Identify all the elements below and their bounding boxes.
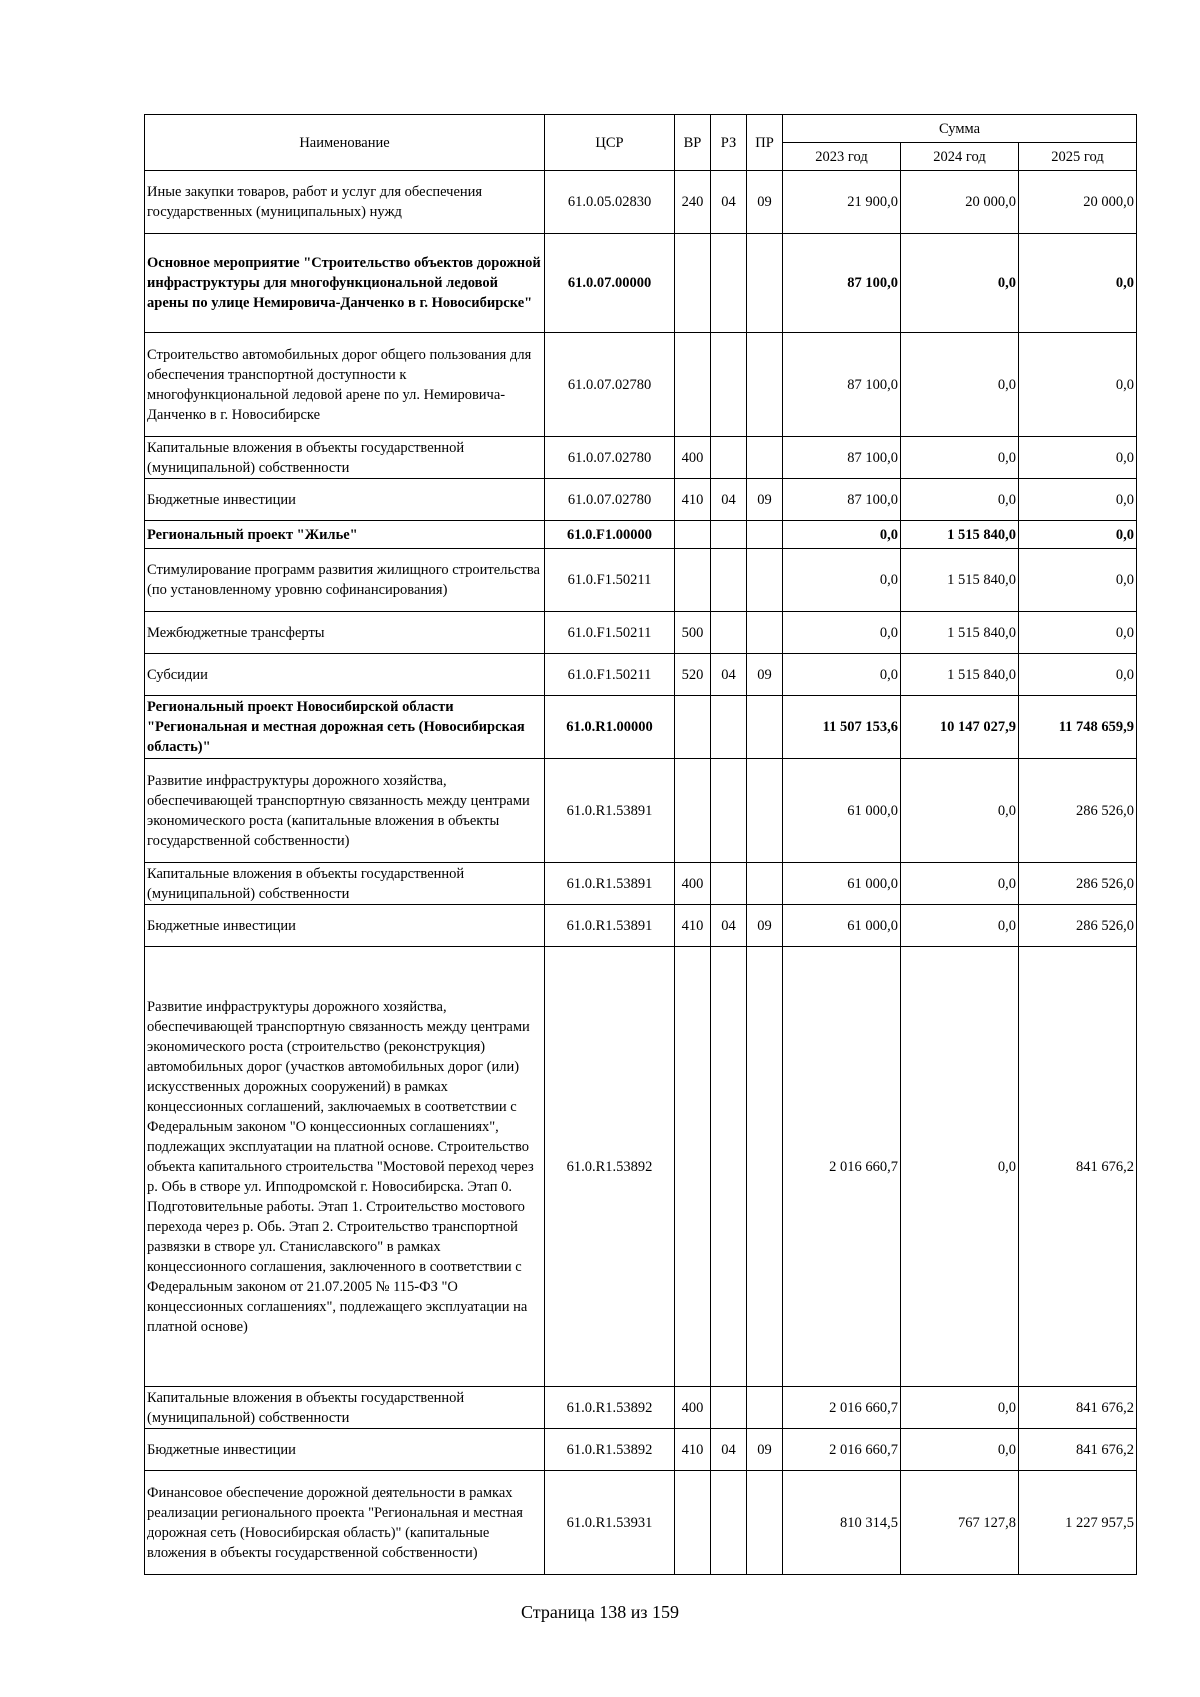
row-2025: 0,0 xyxy=(1019,654,1137,696)
row-vr xyxy=(675,234,711,333)
table-row xyxy=(145,1387,1137,1429)
row-2025: 11 748 659,9 xyxy=(1019,696,1137,759)
table-row xyxy=(145,612,1137,654)
row-name: Развитие инфраструктуры дорожного хозяйства, обеспечивающей транспортную связанность между центрами экономического роста (капитальные вложения в объекты государственной собственности) xyxy=(145,759,545,863)
row-name: Строительство автомобильных дорог общего пользования для обеспечения транспортной доступности к многофункциональной ледовой арене по ул. Немировича-Данченко в г. Новосибирске xyxy=(145,333,545,437)
page-number: Страница 138 из 159 xyxy=(521,1602,679,1622)
row-2023: 61 000,0 xyxy=(783,759,901,863)
row-rz: 04 xyxy=(711,171,747,234)
table-row xyxy=(145,549,1137,612)
header-pr: ПР xyxy=(747,115,783,171)
table-row xyxy=(145,696,1137,759)
row-2025: 841 676,2 xyxy=(1019,1387,1137,1429)
budget-table xyxy=(144,114,1137,1575)
row-2024: 0,0 xyxy=(901,1387,1019,1429)
row-csr: 61.0.07.02780 xyxy=(545,479,675,521)
row-csr: 61.0.R1.53892 xyxy=(545,947,675,1387)
row-2023: 87 100,0 xyxy=(783,479,901,521)
row-vr: 400 xyxy=(675,437,711,479)
row-2024: 1 515 840,0 xyxy=(901,612,1019,654)
table-row xyxy=(145,171,1137,234)
row-rz xyxy=(711,696,747,759)
row-2025: 0,0 xyxy=(1019,521,1137,549)
row-vr xyxy=(675,333,711,437)
row-name: Основное мероприятие "Строительство объектов дорожной инфраструктуры для многофункциональной ледовой арены по улице Немировича-Данченко в г. Новосибирске" xyxy=(145,234,545,333)
row-vr: 240 xyxy=(675,171,711,234)
row-rz: 04 xyxy=(711,1429,747,1471)
row-pr: 09 xyxy=(747,1429,783,1471)
row-2025: 0,0 xyxy=(1019,234,1137,333)
row-2025: 1 227 957,5 xyxy=(1019,1471,1137,1575)
row-pr: 09 xyxy=(747,654,783,696)
header-2025: 2025 год xyxy=(1019,143,1137,171)
row-2023: 87 100,0 xyxy=(783,234,901,333)
row-name: Капитальные вложения в объекты государственной (муниципальной) собственности xyxy=(145,863,545,905)
row-pr xyxy=(747,549,783,612)
row-vr xyxy=(675,1471,711,1575)
table-row xyxy=(145,654,1137,696)
row-vr: 400 xyxy=(675,1387,711,1429)
row-2024: 0,0 xyxy=(901,437,1019,479)
row-name: Финансовое обеспечение дорожной деятельности в рамках реализации регионального проекта "Региональная и местная дорожная сеть (Новосибирская область)" (капитальные вложения в объекты государственной собственности) xyxy=(145,1471,545,1575)
row-2024: 0,0 xyxy=(901,1429,1019,1471)
row-name: Развитие инфраструктуры дорожного хозяйства, обеспечивающей транспортную связанность между центрами экономического роста (строительство (реконструкция) автомобильных дорог (участков автомобильных дорог (или) искусственных дорожных сооружений) в рамках концессионных соглашений, заключаемых в соответствии с Федеральным законом "О концессионных соглашениях", подлежащих эксплуатации на платной основе. Строительство объекта капитального строительства "Мостовой переход через р. Обь в створе ул. Ипподромской г. Новосибирска. Этап 0. Подготовительные работы. Этап 1. Строительство мостового перехода через р. Обь. Этап 2. Строительство транспортной развязки в створе ул. Станиславского" в рамках концессионного соглашения, заключенного в соответствии с Федеральным законом от 21.07.2005 № 115-ФЗ "О концессионных соглашениях", подлежащего эксплуатации на платной основе) xyxy=(145,947,545,1387)
row-rz xyxy=(711,1387,747,1429)
row-2025: 0,0 xyxy=(1019,612,1137,654)
row-pr: 09 xyxy=(747,171,783,234)
row-name: Субсидии xyxy=(145,654,545,696)
row-rz: 04 xyxy=(711,479,747,521)
row-rz xyxy=(711,863,747,905)
row-2025: 841 676,2 xyxy=(1019,947,1137,1387)
table-row xyxy=(145,437,1137,479)
row-rz: 04 xyxy=(711,654,747,696)
row-vr: 520 xyxy=(675,654,711,696)
table-row xyxy=(145,759,1137,863)
row-2023: 810 314,5 xyxy=(783,1471,901,1575)
row-vr: 500 xyxy=(675,612,711,654)
row-2023: 87 100,0 xyxy=(783,437,901,479)
row-name: Бюджетные инвестиции xyxy=(145,905,545,947)
table-row xyxy=(145,333,1137,437)
table-row xyxy=(145,947,1137,1387)
table-row xyxy=(145,479,1137,521)
row-pr xyxy=(747,234,783,333)
row-csr: 61.0.R1.53891 xyxy=(545,863,675,905)
row-2024: 0,0 xyxy=(901,905,1019,947)
row-pr xyxy=(747,863,783,905)
row-name: Иные закупки товаров, работ и услуг для обеспечения государственных (муниципальных) нужд xyxy=(145,171,545,234)
row-csr: 61.0.R1.53891 xyxy=(545,759,675,863)
row-2025: 286 526,0 xyxy=(1019,863,1137,905)
row-name: Межбюджетные трансферты xyxy=(145,612,545,654)
row-2023: 61 000,0 xyxy=(783,905,901,947)
row-name: Региональный проект "Жилье" xyxy=(145,521,545,549)
row-csr: 61.0.R1.53892 xyxy=(545,1429,675,1471)
row-pr: 09 xyxy=(747,479,783,521)
row-rz xyxy=(711,759,747,863)
row-2023: 0,0 xyxy=(783,521,901,549)
row-2025: 20 000,0 xyxy=(1019,171,1137,234)
row-2025: 286 526,0 xyxy=(1019,759,1137,863)
row-2024: 0,0 xyxy=(901,479,1019,521)
row-name: Стимулирование программ развития жилищного строительства (по установленному уровню софинансирования) xyxy=(145,549,545,612)
row-2024: 1 515 840,0 xyxy=(901,549,1019,612)
row-rz xyxy=(711,612,747,654)
row-name: Бюджетные инвестиции xyxy=(145,1429,545,1471)
row-csr: 61.0.F1.50211 xyxy=(545,549,675,612)
row-csr: 61.0.R1.00000 xyxy=(545,696,675,759)
row-vr: 410 xyxy=(675,479,711,521)
row-vr xyxy=(675,759,711,863)
row-vr: 410 xyxy=(675,1429,711,1471)
row-2025: 0,0 xyxy=(1019,333,1137,437)
row-vr xyxy=(675,549,711,612)
table-row xyxy=(145,863,1137,905)
row-vr xyxy=(675,521,711,549)
row-rz xyxy=(711,1471,747,1575)
row-2024: 0,0 xyxy=(901,333,1019,437)
row-csr: 61.0.F1.00000 xyxy=(545,521,675,549)
row-2023: 2 016 660,7 xyxy=(783,1387,901,1429)
row-2025: 841 676,2 xyxy=(1019,1429,1137,1471)
row-2023: 0,0 xyxy=(783,654,901,696)
row-2023: 61 000,0 xyxy=(783,863,901,905)
row-2024: 20 000,0 xyxy=(901,171,1019,234)
row-2025: 0,0 xyxy=(1019,549,1137,612)
row-name: Капитальные вложения в объекты государственной (муниципальной) собственности xyxy=(145,437,545,479)
row-pr xyxy=(747,1471,783,1575)
row-csr: 61.0.07.02780 xyxy=(545,437,675,479)
row-2025: 0,0 xyxy=(1019,479,1137,521)
row-2023: 2 016 660,7 xyxy=(783,947,901,1387)
row-rz xyxy=(711,333,747,437)
row-pr xyxy=(747,521,783,549)
row-vr: 400 xyxy=(675,863,711,905)
row-2024: 0,0 xyxy=(901,863,1019,905)
row-rz xyxy=(711,234,747,333)
row-2023: 11 507 153,6 xyxy=(783,696,901,759)
row-2023: 0,0 xyxy=(783,549,901,612)
row-2024: 0,0 xyxy=(901,947,1019,1387)
row-pr xyxy=(747,1387,783,1429)
row-2024: 767 127,8 xyxy=(901,1471,1019,1575)
header-sum: Сумма xyxy=(783,115,1137,143)
header-rz: РЗ xyxy=(711,115,747,171)
row-vr xyxy=(675,947,711,1387)
row-pr xyxy=(747,612,783,654)
row-csr: 61.0.R1.53892 xyxy=(545,1387,675,1429)
table-row xyxy=(145,1429,1137,1471)
header-csr: ЦСР xyxy=(545,115,675,171)
row-csr: 61.0.07.02780 xyxy=(545,333,675,437)
row-rz xyxy=(711,521,747,549)
row-rz xyxy=(711,549,747,612)
row-2024: 0,0 xyxy=(901,234,1019,333)
row-rz: 04 xyxy=(711,905,747,947)
row-rz xyxy=(711,437,747,479)
row-csr: 61.0.R1.53891 xyxy=(545,905,675,947)
row-2023: 0,0 xyxy=(783,612,901,654)
row-rz xyxy=(711,947,747,1387)
row-2024: 0,0 xyxy=(901,759,1019,863)
row-2023: 87 100,0 xyxy=(783,333,901,437)
row-2023: 21 900,0 xyxy=(783,171,901,234)
row-pr xyxy=(747,947,783,1387)
row-csr: 61.0.R1.53931 xyxy=(545,1471,675,1575)
header-vr: ВР xyxy=(675,115,711,171)
table-row xyxy=(145,905,1137,947)
row-2025: 286 526,0 xyxy=(1019,905,1137,947)
row-vr xyxy=(675,696,711,759)
table-row xyxy=(145,1471,1137,1575)
table-row xyxy=(145,521,1137,549)
row-name: Бюджетные инвестиции xyxy=(145,479,545,521)
header-2023: 2023 год xyxy=(783,143,901,171)
row-name: Капитальные вложения в объекты государственной (муниципальной) собственности xyxy=(145,1387,545,1429)
row-csr: 61.0.F1.50211 xyxy=(545,612,675,654)
row-pr xyxy=(747,437,783,479)
row-csr: 61.0.07.00000 xyxy=(545,234,675,333)
table-row xyxy=(145,234,1137,333)
row-2024: 1 515 840,0 xyxy=(901,521,1019,549)
row-2024: 1 515 840,0 xyxy=(901,654,1019,696)
header-name: Наименование xyxy=(145,115,545,171)
row-csr: 61.0.F1.50211 xyxy=(545,654,675,696)
row-csr: 61.0.05.02830 xyxy=(545,171,675,234)
row-pr xyxy=(747,333,783,437)
row-2023: 2 016 660,7 xyxy=(783,1429,901,1471)
row-vr: 410 xyxy=(675,905,711,947)
row-name: Региональный проект Новосибирской области "Региональная и местная дорожная сеть (Новосибирская область)" xyxy=(145,696,545,759)
header-2024: 2024 год xyxy=(901,143,1019,171)
row-2025: 0,0 xyxy=(1019,437,1137,479)
row-pr: 09 xyxy=(747,905,783,947)
row-pr xyxy=(747,696,783,759)
row-2024: 10 147 027,9 xyxy=(901,696,1019,759)
row-pr xyxy=(747,759,783,863)
